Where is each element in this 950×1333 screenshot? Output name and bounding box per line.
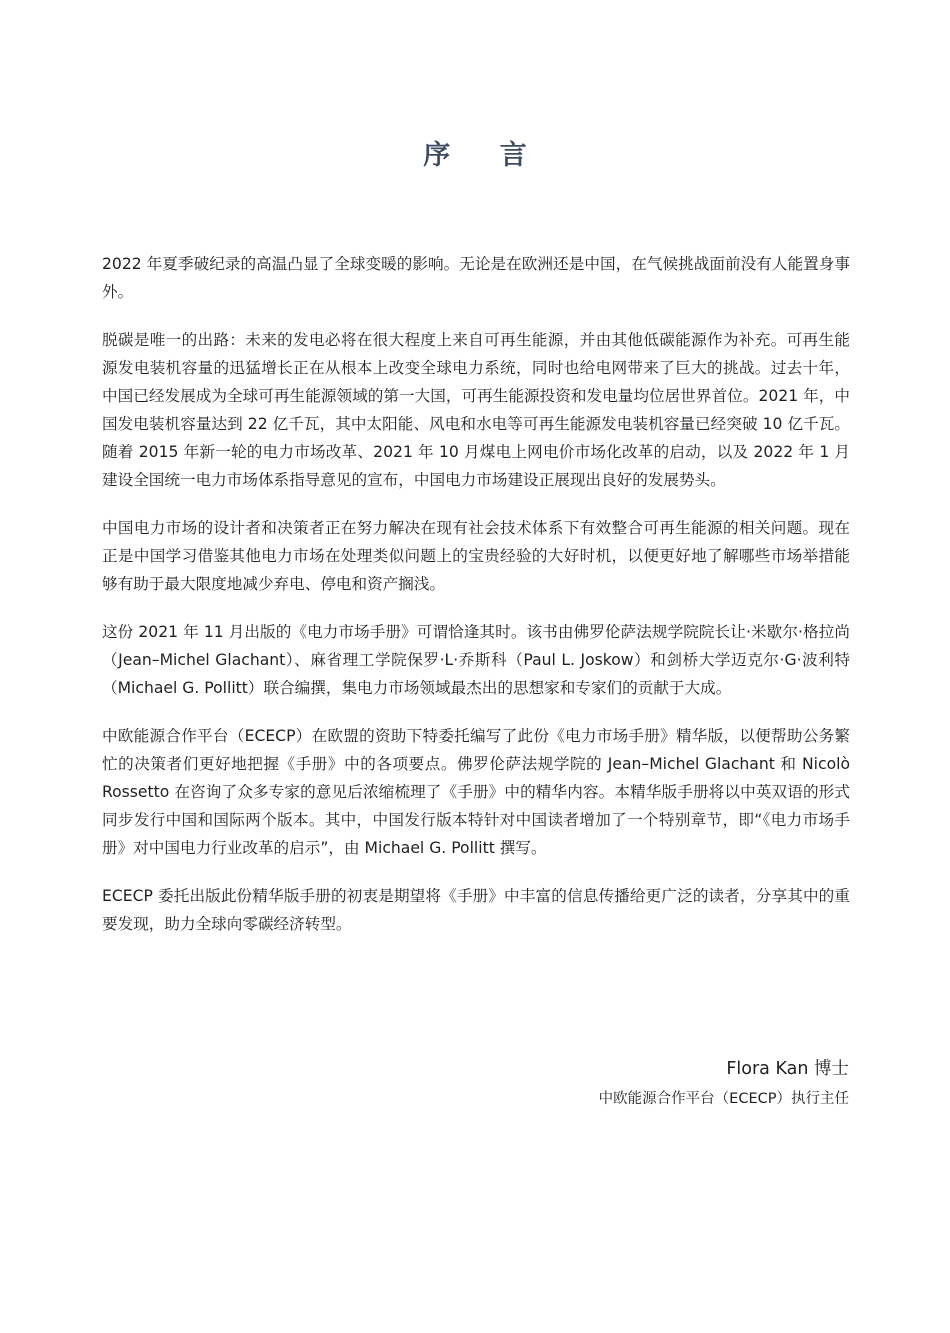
page-title: 序 言 bbox=[423, 140, 547, 171]
paragraph-5: 中欧能源合作平台（ECECP）在欧盟的资助下特委托编写了此份《电力市场手册》精华版，以便帮助公务繁忙的决策者们更好地把握《手册》中的各项要点。佛罗伦萨法规学院的 Jean–Michel Glachant 和 Nicolò Rossetto 在咨询了众多专家的意见后浓缩梳理了《手册》中的精华内容。本精华版手册将以中英双语的形式同步发行中国和国际两个版本。其中，中国发行版本特针对中国读者增加了一个特别章节，即“《电力市场手册》对中国电力行业改革的启示”，由 Michael G. Pollitt 撰写。 bbox=[102, 727, 850, 857]
signature-block bbox=[599, 1056, 849, 1110]
paragraph-3: 中国电力市场的设计者和决策者正在努力解决在现有社会技术体系下有效整合可再生能源的相关问题。现在正是中国学习借鉴其他电力市场在处理类似问题上的宝贵经验的大好时机，以便更好地了解哪些市场举措能够有助于最大限度地减少弃电、停电和资产搁浅。 bbox=[102, 519, 850, 593]
paragraph-4: 这份 2021 年 11 月出版的《电力市场手册》可谓恰逢其时。该书由佛罗伦萨法规学院院长让·米歇尔·格拉尚（Jean–Michel Glachant）、麻省理工学院保罗·L·乔斯科（Paul L. Joskow）和剑桥大学迈克尔·G·波利特（Michael G. Pollitt）联合编撰，集电力市场领域最杰出的思想家和专家们的贡献于大成。 bbox=[102, 623, 850, 697]
signature-title: 中欧能源合作平台（ECECP）执行主任 bbox=[598, 1091, 849, 1107]
signature-name: Flora Kan 博士 bbox=[726, 1059, 849, 1079]
paragraph-6: ECECP 委托出版此份精华版手册的初衷是期望将《手册》中丰富的信息传播给更广泛的读者，分享其中的重要发现，助力全球向零碳经济转型。 bbox=[102, 887, 850, 933]
paragraph-2: 脱碳是唯一的出路：未来的发电必将在很大程度上来自可再生能源，并由其他低碳能源作为补充。可再生能源发电装机容量的迅猛增长正在从根本上改变全球电力系统，同时也给电网带来了巨大的挑战。过去十年，中国已经发展成为全球可再生能源领域的第一大国，可再生能源投资和发电量均位居世界首位。2021 年，中国发电装机容量达到 22 亿千瓦，其中太阳能、风电和水电等可再生能源发电装机容量已经突破 10 亿千瓦。随着 2015 年新一轮的电力市场改革、2021 年 10 月煤电上网电价市场化改革的启动，以及 2022 年 1 月建设全国统一电力市场体系指导意见的宣布，中国电力市场建设正展现出良好的发展势头。 bbox=[102, 331, 850, 489]
preface-body bbox=[102, 250, 850, 958]
paragraph-1: 2022 年夏季破纪录的高温凸显了全球变暖的影响。无论是在欧洲还是中国，在气候挑战面前没有人能置身事外。 bbox=[102, 255, 850, 301]
